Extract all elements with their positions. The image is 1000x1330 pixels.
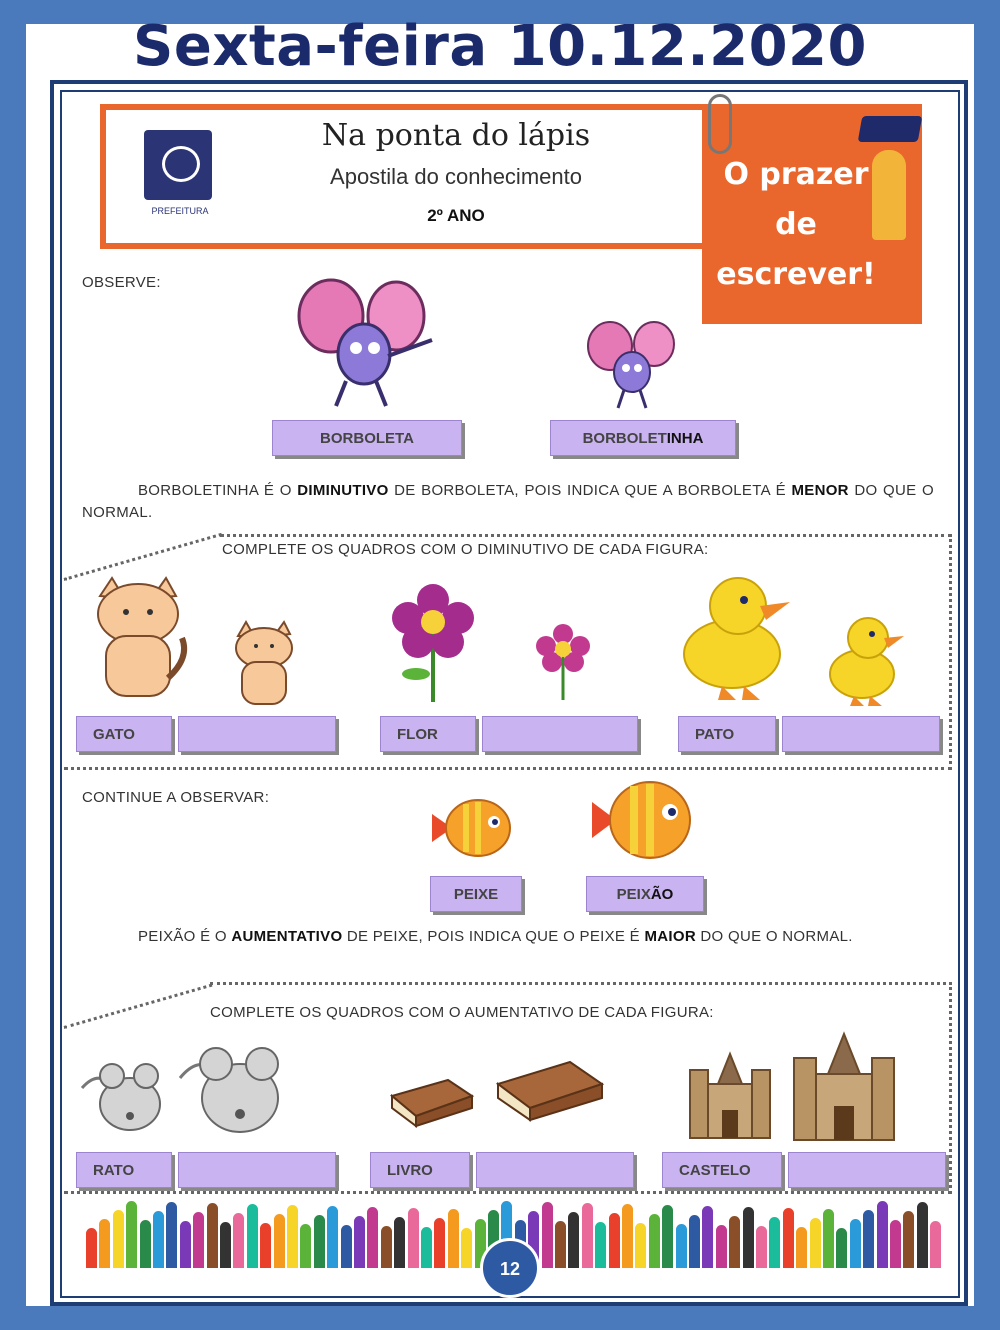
pencil-icon xyxy=(260,1223,271,1268)
word-box-pato: PATO xyxy=(678,716,776,752)
answer-box-gato[interactable] xyxy=(178,716,336,752)
diminutive-explanation xyxy=(82,480,934,524)
word-box-rato: RATO xyxy=(76,1152,172,1188)
pencil-icon xyxy=(890,1220,901,1268)
explain-keyword: AUMENTATIVO xyxy=(231,928,343,945)
pencil-icon xyxy=(810,1218,821,1268)
pencil-icon xyxy=(903,1211,914,1268)
apostila-subtitle: Apostila do conhecimento xyxy=(330,164,582,189)
pencil-icon xyxy=(609,1213,620,1268)
word-box-borboletinha xyxy=(550,420,736,456)
logo-caption: PREFEITURA xyxy=(151,206,209,216)
explain-part: DE BORBOLETA, POIS INDICA QUE A BORBOLETA É xyxy=(388,482,792,499)
explain-part: DO QUE O NORMAL. xyxy=(695,928,853,945)
pencil-icon xyxy=(649,1214,660,1268)
pencil-icon xyxy=(367,1207,378,1268)
observe-label: OBSERVE: xyxy=(82,274,161,291)
word-box-peixao xyxy=(586,876,704,912)
pencil-icon xyxy=(140,1220,151,1268)
pencil-icon xyxy=(153,1211,164,1268)
pencil-icon xyxy=(287,1205,298,1268)
pencil-icon xyxy=(193,1212,204,1268)
apostila-title: Na ponta do lápis xyxy=(321,118,591,153)
pencil-icon xyxy=(542,1202,553,1268)
fish-large-icon xyxy=(592,778,692,862)
pencil-icon xyxy=(756,1226,767,1268)
fish-small-icon xyxy=(432,796,512,860)
word-base: BORBOLET xyxy=(582,430,667,447)
pencil-icon xyxy=(86,1228,97,1268)
answer-box-flor[interactable] xyxy=(482,716,638,752)
continue-observe-label: CONTINUE A OBSERVAR: xyxy=(82,789,270,806)
pencil-icon xyxy=(555,1221,566,1268)
pencil-icon xyxy=(394,1217,405,1268)
answer-box-castelo[interactable] xyxy=(788,1152,946,1188)
explain-part: DE PEIXE, POIS INDICA QUE O PEIXE É xyxy=(342,928,645,945)
pencil-icon xyxy=(689,1215,700,1268)
answer-box-livro[interactable] xyxy=(476,1152,634,1188)
explain-part: DO QUE O NORMAL. xyxy=(82,482,934,521)
pencil-icon xyxy=(917,1202,928,1268)
badge-scallop-edge xyxy=(702,314,922,330)
flower-small-icon xyxy=(534,624,592,702)
butterfly-small-icon xyxy=(586,318,680,410)
pencil-icon xyxy=(274,1214,285,1268)
answer-box-rato[interactable] xyxy=(178,1152,336,1188)
badge-line-1: O prazer xyxy=(723,157,869,192)
duck-large-icon xyxy=(682,574,792,704)
apostila-header xyxy=(100,104,720,249)
pencil-icon xyxy=(207,1203,218,1268)
word-box-borboleta: BORBOLETA xyxy=(272,420,462,456)
cat-large-icon xyxy=(90,578,190,704)
pencil-icon xyxy=(635,1223,646,1268)
word-box-castelo: CASTELO xyxy=(662,1152,782,1188)
pencil-icon xyxy=(461,1228,472,1268)
pencil-icon xyxy=(341,1225,352,1268)
butterfly-large-icon xyxy=(296,276,436,411)
exercise-2-top-border xyxy=(210,982,952,985)
pencil-icon xyxy=(233,1213,244,1268)
graduation-cap-icon xyxy=(858,116,923,142)
word-box-gato: GATO xyxy=(76,716,172,752)
pencil-icon xyxy=(729,1216,740,1268)
badge-text xyxy=(712,150,880,300)
pencil-icon xyxy=(743,1207,754,1268)
badge-line-3: escrever! xyxy=(716,257,876,292)
pencil-icon xyxy=(595,1222,606,1268)
pencil-icon xyxy=(126,1201,137,1268)
pencil-icon xyxy=(314,1215,325,1268)
castle-large-icon xyxy=(794,1030,894,1142)
pencil-icon xyxy=(769,1217,780,1268)
pencil-icon xyxy=(582,1203,593,1268)
pencil-icon xyxy=(180,1221,191,1268)
page-number: 12 xyxy=(480,1238,540,1298)
book-large-icon xyxy=(494,1058,604,1122)
pencil-icon xyxy=(836,1228,847,1268)
explain-keyword: MENOR xyxy=(791,482,849,499)
school-logo-icon xyxy=(144,130,212,200)
castle-small-icon xyxy=(690,1050,770,1140)
word-box-peixe: PEIXE xyxy=(430,876,522,912)
word-box-livro: LIVRO xyxy=(370,1152,470,1188)
pencil-icon xyxy=(662,1205,673,1268)
pencil-icon xyxy=(327,1206,338,1268)
answer-box-pato[interactable] xyxy=(782,716,940,752)
exercise-1-top-border xyxy=(220,534,952,537)
pencil-icon xyxy=(783,1208,794,1268)
pencil-icon xyxy=(676,1224,687,1268)
school-year: 2º ANO xyxy=(427,206,485,225)
pencil-icon xyxy=(434,1218,445,1268)
pencil-icon xyxy=(381,1226,392,1268)
pencil-icon xyxy=(568,1212,579,1268)
pencil-icon xyxy=(408,1208,419,1268)
pencil-mascot-icon xyxy=(872,150,906,240)
pencil-icon xyxy=(823,1209,834,1268)
explain-keyword: DIMINUTIVO xyxy=(297,482,389,499)
pencil-icon xyxy=(877,1201,888,1268)
badge-line-2: de xyxy=(775,207,817,242)
mouse-large-icon xyxy=(180,1044,284,1136)
pencil-icon xyxy=(702,1206,713,1268)
exercise-2-instruction: COMPLETE OS QUADROS COM O AUMENTATIVO DE CADA FIGURA: xyxy=(210,1004,714,1021)
pencil-icon xyxy=(448,1209,459,1268)
pencil-icon xyxy=(354,1216,365,1268)
word-suffix: ÃO xyxy=(650,886,674,903)
pencil-icon xyxy=(796,1227,807,1268)
pencil-icon xyxy=(220,1222,231,1268)
cat-small-icon xyxy=(230,622,300,706)
word-base: PEIX xyxy=(616,886,651,903)
explain-part: PEIXÃO É O xyxy=(138,928,232,945)
explain-keyword: MAIOR xyxy=(644,928,696,945)
book-small-icon xyxy=(388,1076,474,1128)
pencil-icon xyxy=(247,1204,258,1268)
pencil-icon xyxy=(863,1210,874,1268)
pencil-icon xyxy=(166,1202,177,1268)
duck-small-icon xyxy=(828,616,906,708)
pencil-icon xyxy=(300,1224,311,1268)
word-box-flor: FLOR xyxy=(380,716,476,752)
pencil-icon xyxy=(421,1227,432,1268)
word-suffix: INHA xyxy=(666,430,704,447)
mouse-small-icon xyxy=(82,1058,166,1134)
pencil-icon xyxy=(850,1219,861,1268)
pencil-icon xyxy=(930,1221,941,1268)
augmentative-explanation xyxy=(82,926,934,948)
page-title: Sexta-feira 10.12.2020 xyxy=(133,14,867,79)
flower-large-icon xyxy=(390,584,476,704)
exercise-1-instruction: COMPLETE OS QUADROS COM O DIMINUTIVO DE CADA FIGURA: xyxy=(222,541,709,558)
pencil-icon xyxy=(716,1225,727,1268)
paperclip-icon xyxy=(708,94,732,154)
pencil-icon xyxy=(99,1219,110,1268)
explain-part: BORBOLETINHA É O xyxy=(138,482,298,499)
pencil-icon xyxy=(622,1204,633,1268)
pencil-icon xyxy=(113,1210,124,1268)
